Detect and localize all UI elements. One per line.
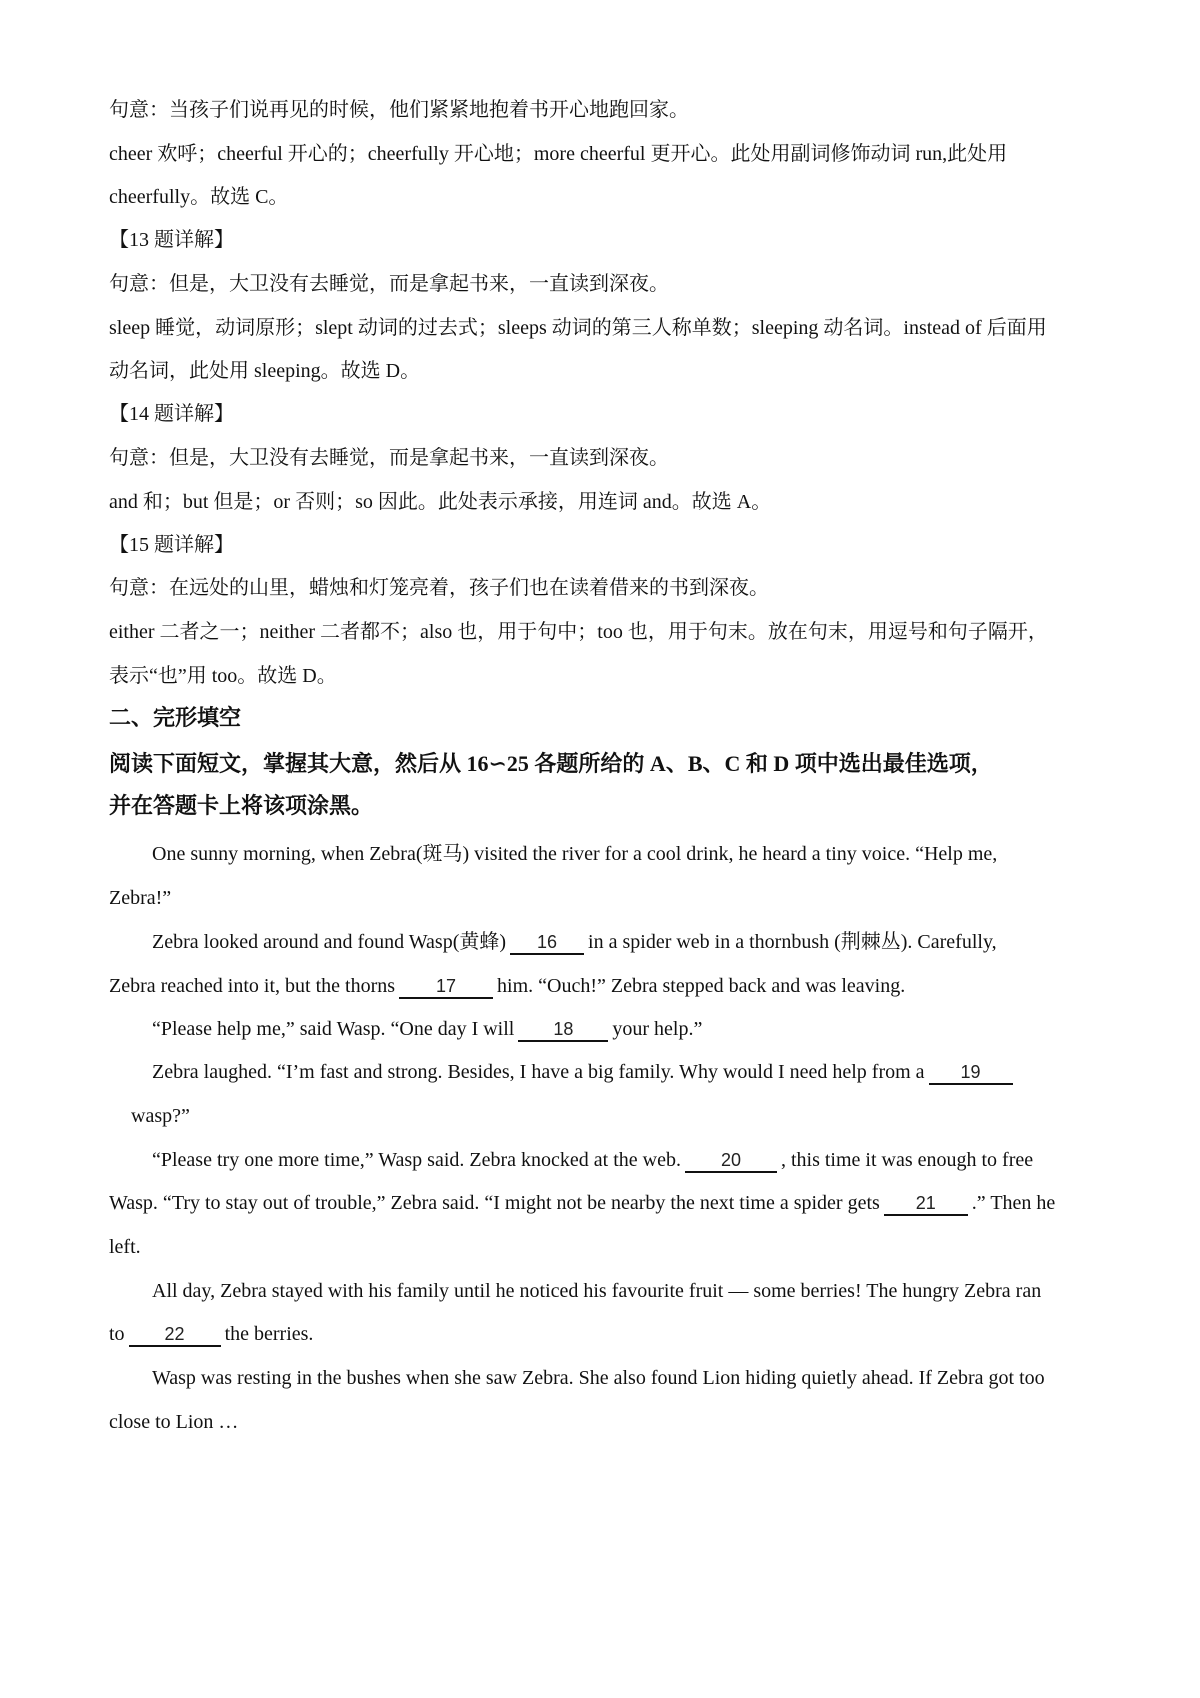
- passage-text: Wasp. “Try to stay out of trouble,” Zebra said. “I might not be nearby the next time a spider gets: [109, 1192, 880, 1214]
- passage-text: Zebra looked around and found Wasp(黄蜂): [152, 931, 507, 953]
- passage-line: wasp?”: [131, 1105, 190, 1127]
- passage-line: All day, Zebra stayed with his family until he noticed his favourite fruit — some berries! The hungry Zebra ran: [152, 1280, 1042, 1302]
- passage-text: Zebra laughed. “I’m fast and strong. Besides, I have a big family. Why would I need help from a: [152, 1061, 925, 1083]
- passage-line: [152, 1058, 1100, 1086]
- passage-text: .” Then he: [971, 1192, 1056, 1214]
- passage-text: in a spider web in a thornbush (荆棘丛). Carefully,: [588, 931, 997, 953]
- section-instruction: 阅读下面短文，掌握其大意，然后从 16∽25 各题所给的 A、B、C 和 D 项中选出最佳选项，: [109, 751, 993, 776]
- question-14-heading: 【14 题详解】: [109, 403, 234, 425]
- explanation-line: 句意：当孩子们说再见的时候，他们紧紧地抱着书开心地跑回家。: [109, 99, 689, 121]
- explanation-line: 句意：但是，大卫没有去睡觉，而是拿起书来，一直读到深夜。: [109, 273, 669, 295]
- section-instruction: 并在答题卡上将该项涂黑。: [109, 793, 374, 818]
- passage-text: your help.”: [612, 1018, 703, 1040]
- question-15-heading: 【15 题详解】: [109, 534, 234, 556]
- blank-16: 16: [510, 931, 584, 955]
- passage-line: Zebra!”: [109, 887, 172, 909]
- explanation-line: 表示“也”用 too。故选 D。: [109, 665, 337, 687]
- passage-line: [109, 972, 1100, 1000]
- passage-text: “Please try one more time,” Wasp said. Zebra knocked at the web.: [152, 1149, 681, 1171]
- explanation-line: cheer 欢呼；cheerful 开心的；cheerfully 开心地；more cheerful 更开心。此处用副词修饰动词 run,此处用: [109, 143, 1008, 165]
- explanation-line: sleep 睡觉，动词原形；slept 动词的过去式；sleeps 动词的第三人称单数；sleeping 动名词。instead of 后面用: [109, 317, 1047, 339]
- blank-21: 21: [884, 1192, 968, 1216]
- blank-22: 22: [129, 1323, 221, 1347]
- passage-text: “Please help me,” said Wasp. “One day I will: [152, 1018, 515, 1040]
- explanation-line: either 二者之一；neither 二者都不；also 也，用于句中；too 也，用于句末。放在句末，用逗号和句子隔开，: [109, 621, 1048, 643]
- passage-text: him. “Ouch!” Zebra stepped back and was leaving.: [497, 975, 906, 997]
- passage-text: to: [109, 1323, 125, 1345]
- blank-18: 18: [518, 1018, 608, 1042]
- passage-text: Zebra reached into it, but the thorns: [109, 975, 396, 997]
- passage-line: [152, 1015, 1100, 1043]
- explanation-line: 句意：但是，大卫没有去睡觉，而是拿起书来，一直读到深夜。: [109, 447, 669, 469]
- blank-19: 19: [929, 1061, 1013, 1085]
- passage-line: [152, 928, 1100, 956]
- passage-line: One sunny morning, when Zebra(斑马) visited the river for a cool drink, he heard a tiny voice. “Help me,: [152, 843, 998, 865]
- passage-line: left.: [109, 1236, 141, 1258]
- explanation-line: 动名词，此处用 sleeping。故选 D。: [109, 360, 421, 382]
- passage-line: close to Lion …: [109, 1411, 239, 1433]
- blank-20: 20: [685, 1149, 777, 1173]
- explanation-line: and 和；but 但是；or 否则；so 因此。此处表示承接，用连词 and。故选 A。: [109, 491, 772, 513]
- blank-17: 17: [399, 975, 493, 999]
- passage-text: , this time it was enough to free: [780, 1149, 1034, 1171]
- passage-line: [152, 1146, 1100, 1174]
- explanation-line: 句意：在远处的山里，蜡烛和灯笼亮着，孩子们也在读着借来的书到深夜。: [109, 577, 769, 599]
- passage-line: [109, 1189, 1100, 1217]
- section-title: 二、完形填空: [109, 705, 242, 730]
- question-13-heading: 【13 题详解】: [109, 229, 234, 251]
- passage-text: the berries.: [224, 1323, 314, 1345]
- passage-line: Wasp was resting in the bushes when she saw Zebra. She also found Lion hiding quietly ahead. If Zebra got too: [152, 1367, 1045, 1389]
- passage-line: [109, 1320, 1100, 1348]
- explanation-line: cheerfully。故选 C。: [109, 186, 289, 208]
